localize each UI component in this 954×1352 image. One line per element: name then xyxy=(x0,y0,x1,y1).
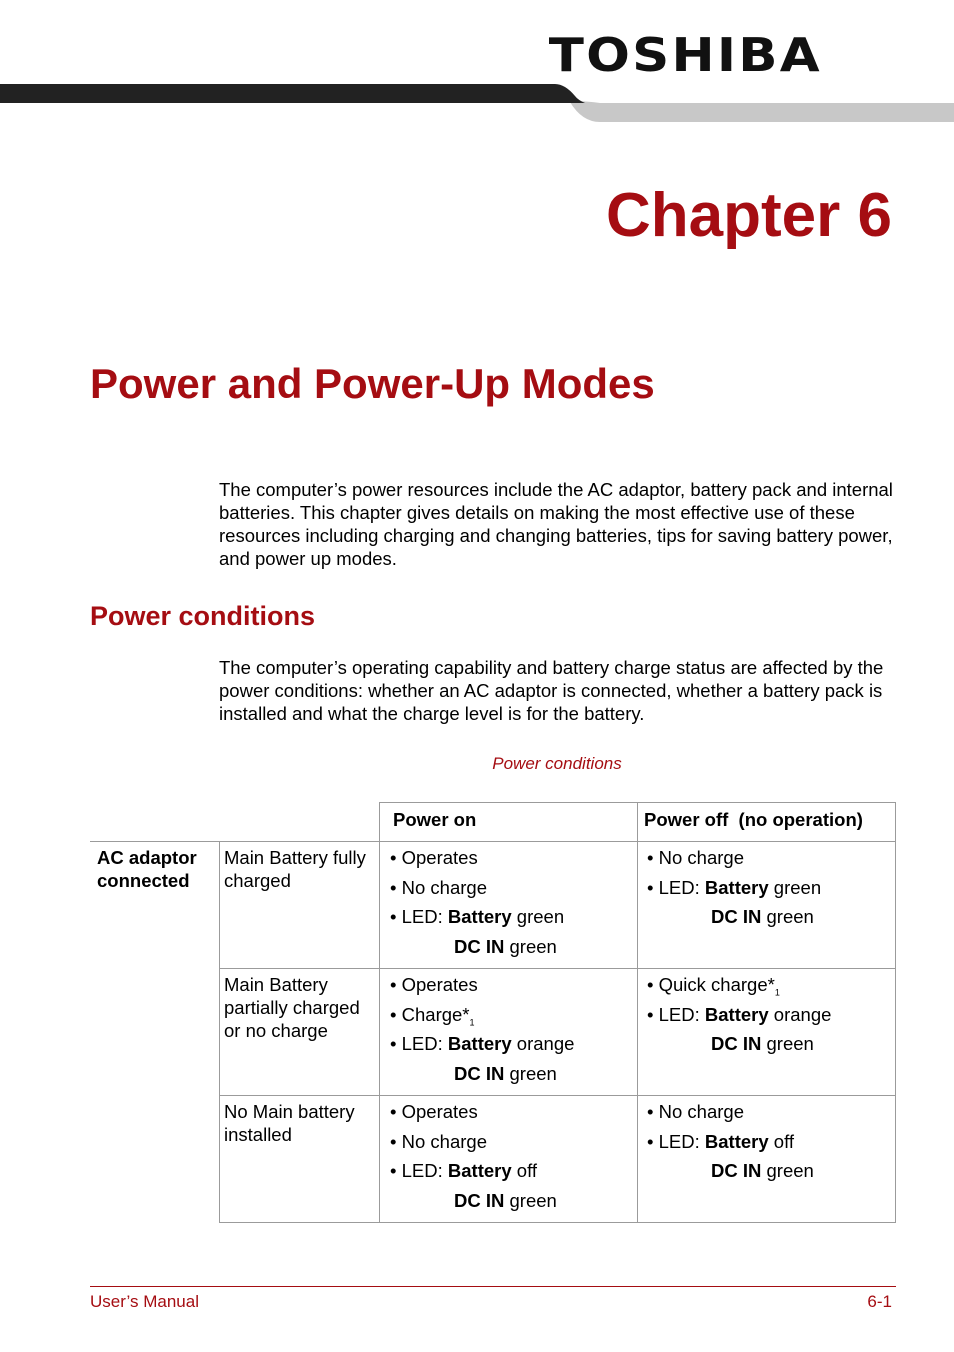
header-power-on: Power on xyxy=(393,809,477,830)
chapter-label: Chapter 6 xyxy=(606,181,892,250)
table-line xyxy=(895,802,896,1223)
toshiba-logo: TOSHIBA xyxy=(548,28,822,82)
table-caption: Power conditions xyxy=(492,754,622,773)
footer-manual-label: User’s Manual xyxy=(90,1292,199,1311)
row-power-on: • Operates • No charge • LED: Battery off DC IN green xyxy=(390,1101,557,1211)
table-line xyxy=(637,802,638,1223)
row-condition: Main Battery partially charged or no charge xyxy=(224,974,360,1041)
table-line xyxy=(219,841,220,1223)
table-line xyxy=(90,841,896,842)
table-line xyxy=(219,968,896,969)
row-power-off: • Quick $charge*_1$ • LED: Battery orange DC IN green xyxy=(647,974,832,1054)
power-conditions-table xyxy=(90,802,896,1224)
page-title: Power and Power-Up Modes xyxy=(90,360,655,407)
row-condition: No Main battery installed xyxy=(224,1101,355,1145)
table-line xyxy=(219,1095,896,1096)
page-number: 6-1 xyxy=(867,1292,892,1311)
section-title: Power conditions xyxy=(90,601,316,631)
table-line xyxy=(219,1222,896,1223)
row-power-off: • No charge • LED: Battery off DC IN green xyxy=(647,1101,814,1181)
row-power-off: • No charge • LED: Battery green DC IN green xyxy=(647,847,822,927)
group-label: AC adaptor connected xyxy=(97,847,197,891)
header-bar xyxy=(0,84,954,124)
header-power-off: Power off (no operation) xyxy=(644,809,863,830)
row-power-on: • Operates • $Charge*_1$ • LED: Battery orange DC IN green xyxy=(390,974,575,1084)
section-paragraph: The computer’s operating capability and battery charge status are affected by the power conditions: whether an AC adaptor is connected, whether a battery pack is installed and what the charge level is for the battery. xyxy=(219,657,884,724)
intro-paragraph: The computer’s power resources include the AC adaptor, battery pack and internal batteries. This chapter gives details on making the most effective use of these resources including charging and changing batteries, tips for saving battery power, and power up modes. xyxy=(219,479,893,569)
table-line xyxy=(379,802,380,1223)
row-power-on: • Operates • No charge • LED: Battery green DC IN green xyxy=(390,847,565,957)
footer-rule xyxy=(90,1286,896,1287)
row-condition: Main Battery fully charged xyxy=(224,847,366,891)
